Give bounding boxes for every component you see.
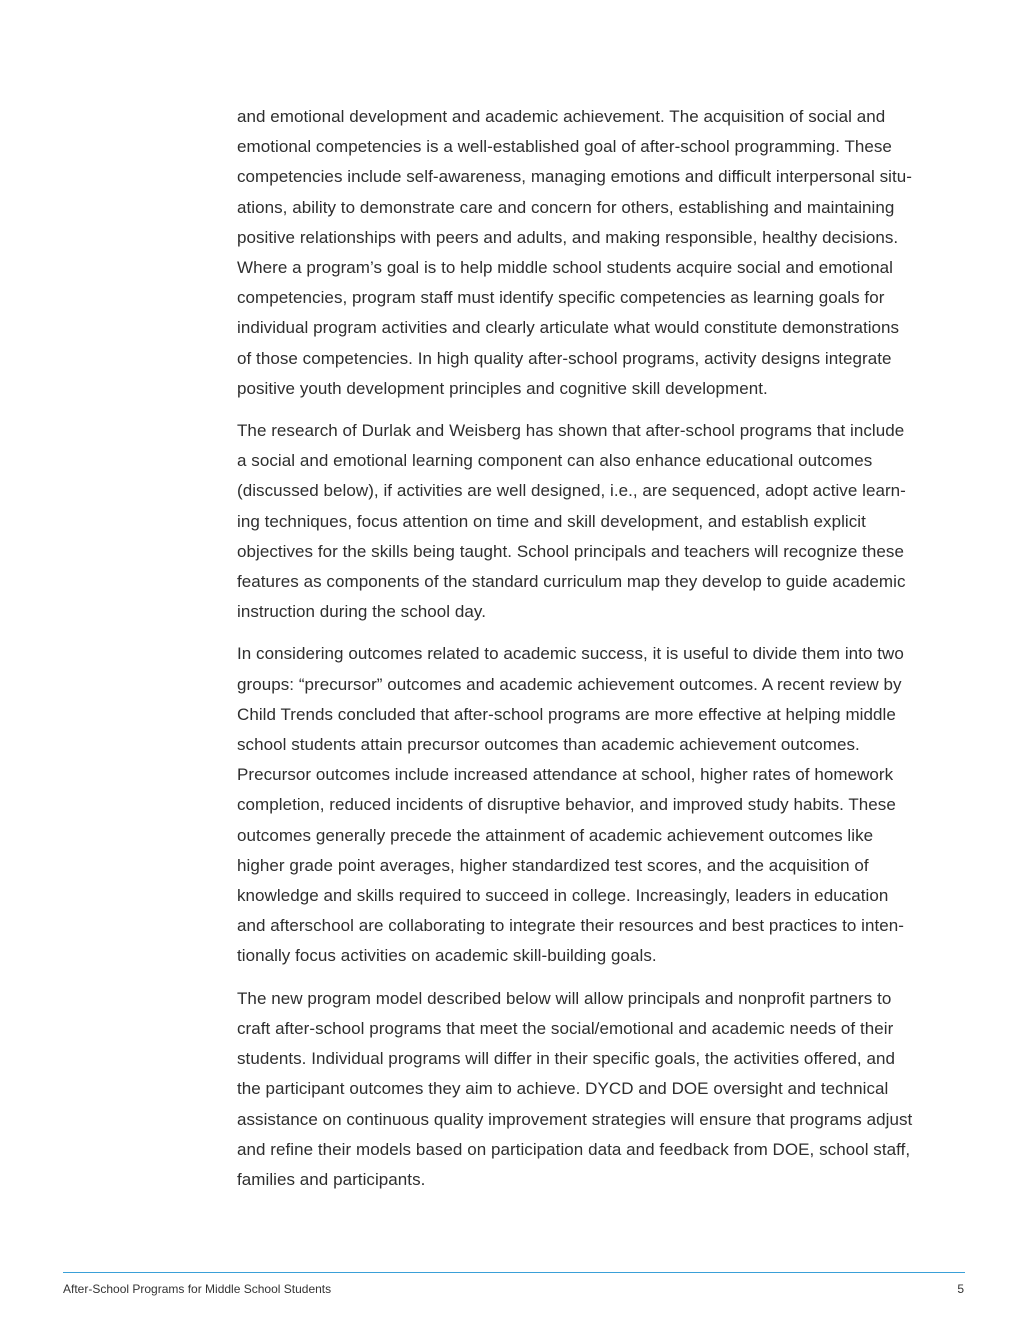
text-line: objectives for the skills being taught. School principals and teachers will recognize these xyxy=(237,541,904,561)
text-line: higher grade point averages, higher standardized test scores, and the acquisition of xyxy=(237,855,869,875)
paragraph-academic-outcomes xyxy=(237,639,967,971)
text-line: individual program activities and clearly articulate what would constitute demonstrations xyxy=(237,318,900,338)
text-line: completion, reduced incidents of disruptive behavior, and improved study habits. These xyxy=(237,795,896,815)
text-line: and afterschool are collaborating to integrate their resources and best practices to inten- xyxy=(237,916,904,936)
text-line: features as components of the standard curriculum map they develop to guide academic xyxy=(237,572,906,592)
text-line: competencies include self-awareness, managing emotions and difficult interpersonal situ- xyxy=(237,167,913,187)
text-line: (discussed below), if activities are well designed, i.e., are sequenced, adopt active learn- xyxy=(237,481,906,501)
text-line: emotional competencies is a well-established goal of after-school programming. These xyxy=(237,137,892,157)
text-line: families and participants. xyxy=(237,1169,426,1189)
text-line: assistance on continuous quality improvement strategies will ensure that programs adjust xyxy=(237,1109,913,1129)
text-line: of those competencies. In high quality after-school programs, activity designs integrate xyxy=(237,348,892,368)
text-line: students. Individual programs will differ in their specific goals, the activities offered, and xyxy=(237,1049,895,1069)
text-line: craft after-school programs that meet the social/emotional and academic needs of their xyxy=(237,1018,894,1038)
body-text xyxy=(237,102,967,1207)
text-line: the participant outcomes they aim to achieve. DYCD and DOE oversight and technical xyxy=(237,1079,889,1099)
text-line: instruction during the school day. xyxy=(237,602,486,622)
text-line: positive relationships with peers and adults, and making responsible, healthy decisions. xyxy=(237,227,899,247)
text-line: Child Trends concluded that after-school programs are more effective at helping middle xyxy=(237,704,896,724)
text-line: Where a program’s goal is to help middle school students acquire social and emotional xyxy=(237,258,893,278)
text-line: and refine their models based on participation data and feedback from DOE, school staff, xyxy=(237,1139,911,1159)
text-line: competencies, program staff must identify specific competencies as learning goals for xyxy=(237,288,885,308)
page-number: 5 xyxy=(957,1282,964,1296)
text-line: ing techniques, focus attention on time and skill development, and establish explicit xyxy=(237,511,866,531)
text-line: outcomes generally precede the attainment of academic achievement outcomes like xyxy=(237,825,874,845)
text-line: groups: “precursor” outcomes and academic achievement outcomes. A recent review by xyxy=(237,674,902,694)
paragraph-program-model xyxy=(237,984,967,1195)
text-line: Precursor outcomes include increased attendance at school, higher rates of homework xyxy=(237,765,894,785)
text-line: school students attain precursor outcomes than academic achievement outcomes. xyxy=(237,735,860,755)
text-line: positive youth development principles and cognitive skill development. xyxy=(237,378,768,398)
text-line: The research of Durlak and Weisberg has shown that after-school programs that include xyxy=(237,421,905,441)
text-line: a social and emotional learning component can also enhance educational outcomes xyxy=(237,451,873,471)
footer-divider xyxy=(63,1272,965,1273)
text-line: The new program model described below will allow principals and nonprofit partners to xyxy=(237,988,892,1008)
text-line: and emotional development and academic achievement. The acquisition of social and xyxy=(237,107,886,126)
text-line: tionally focus activities on academic skill-building goals. xyxy=(237,946,657,966)
text-line: knowledge and skills required to succeed in college. Increasingly, leaders in education xyxy=(237,886,889,906)
footer-title: After-School Programs for Middle School Students xyxy=(63,1282,332,1296)
text-line: In considering outcomes related to academic success, it is useful to divide them into two xyxy=(237,644,904,664)
paragraph-durlak-weisberg xyxy=(237,416,967,627)
paragraph-social-emotional xyxy=(237,102,967,404)
text-line: ations, ability to demonstrate care and concern for others, establishing and maintaining xyxy=(237,197,895,217)
